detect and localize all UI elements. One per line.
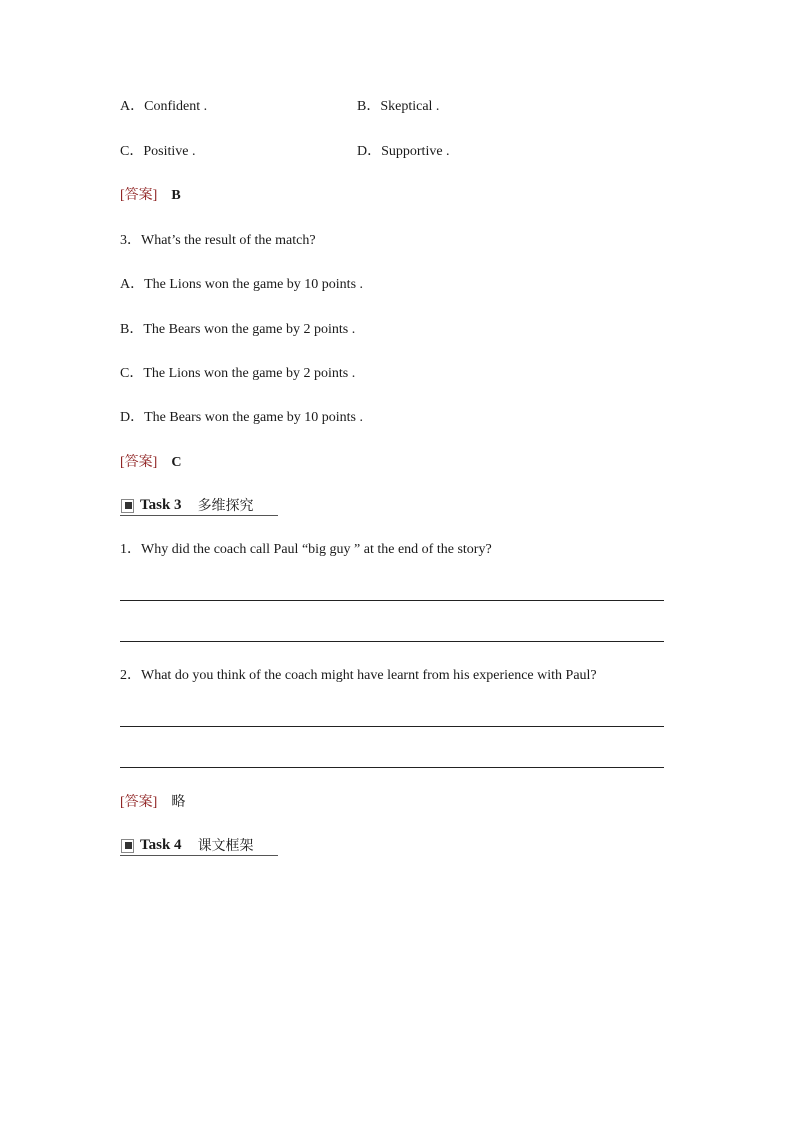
document-icon <box>120 838 134 852</box>
answer-blank-line <box>120 641 664 642</box>
answer-label: [答案] <box>120 795 158 810</box>
option-c: C．Positive . <box>120 144 196 159</box>
answer-blank-line <box>120 726 664 727</box>
answer-value: C <box>171 455 182 470</box>
task-4-header <box>120 835 278 856</box>
answer-line <box>120 187 181 205</box>
task-subtitle: 课文框架 <box>197 838 254 854</box>
document-icon <box>120 498 134 512</box>
answer-line <box>120 793 185 812</box>
task-title: Task 3 <box>140 496 182 513</box>
answer-line <box>120 454 181 472</box>
option-d: D．Supportive . <box>357 144 450 159</box>
answer-value: 略 <box>171 794 186 810</box>
q3-option-a: A．The Lions won the game by 10 points . <box>120 277 364 292</box>
option-a: A．Confident . <box>120 99 208 114</box>
question-3: 3．What’s the result of the match? <box>120 233 316 248</box>
q3-option-b: B．The Bears won the game by 2 points . <box>120 322 356 337</box>
q3-option-d: D．The Bears won the game by 10 points . <box>120 410 364 425</box>
task-title: Task 4 <box>140 836 182 853</box>
answer-value: B <box>171 188 181 203</box>
answer-blank-line <box>120 600 664 601</box>
option-b: B．Skeptical . <box>357 99 440 114</box>
task3-question-1: 1．Why did the coach call Paul “big guy ” at the end of the story? <box>120 542 492 557</box>
answer-label: [答案] <box>120 188 158 203</box>
answer-blank-line <box>120 767 664 768</box>
q3-option-c: C．The Lions won the game by 2 points . <box>120 366 356 381</box>
task3-question-2: 2．What do you think of the coach might have learnt from his experience with Paul? <box>120 668 597 683</box>
answer-label: [答案] <box>120 455 158 470</box>
task-3-header <box>120 495 278 516</box>
task-subtitle: 多维探究 <box>197 498 254 514</box>
